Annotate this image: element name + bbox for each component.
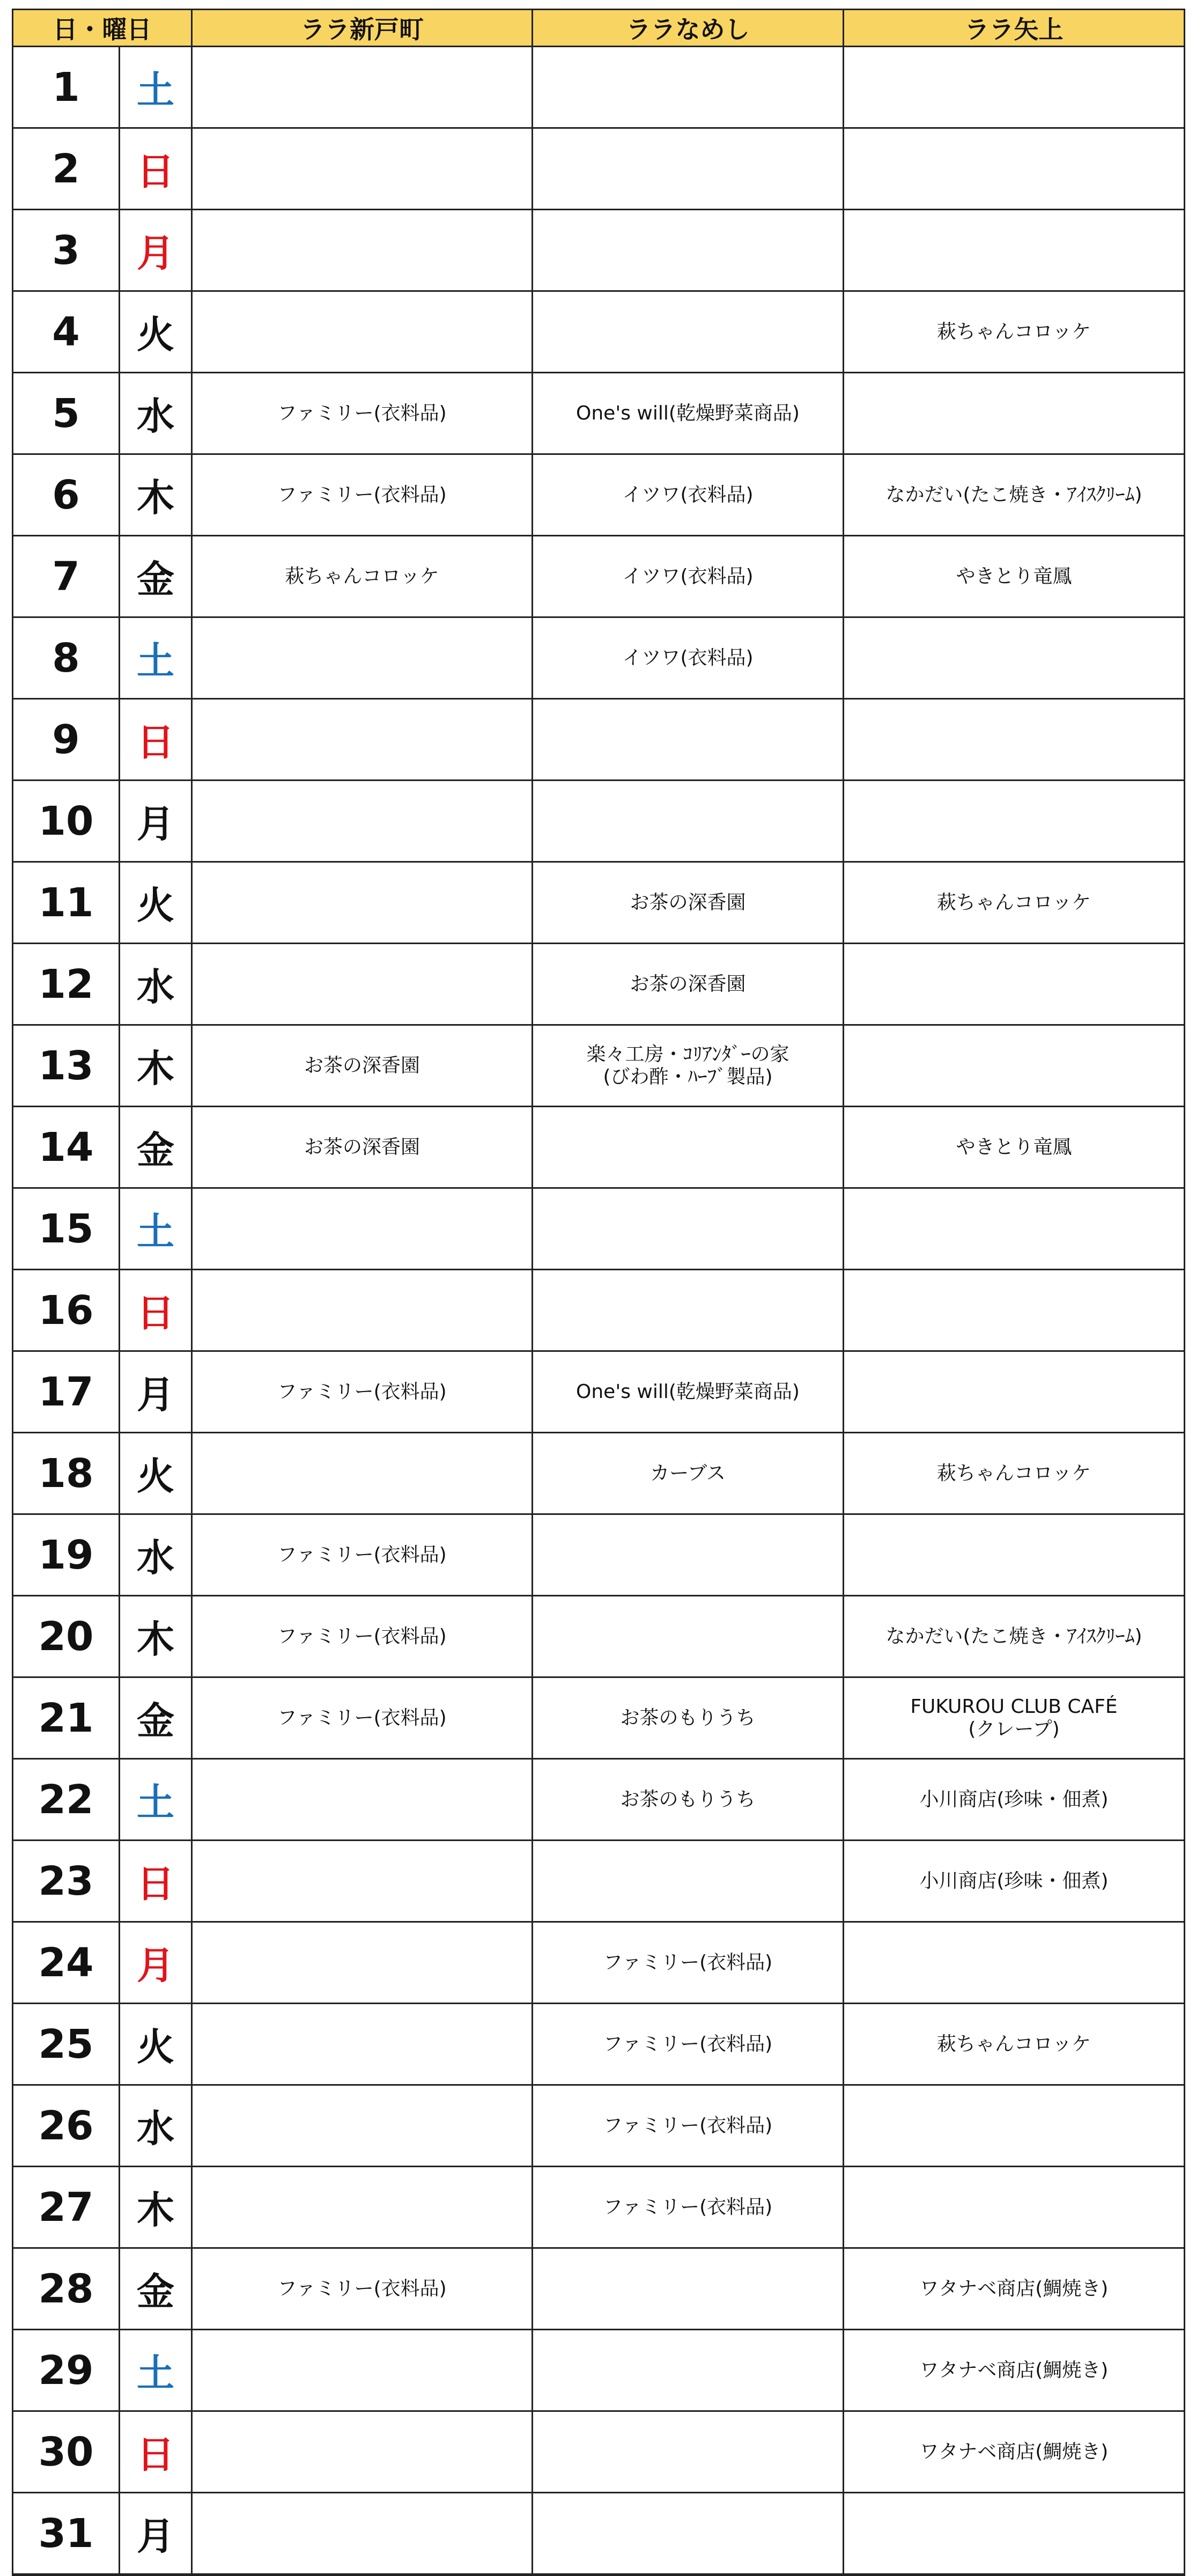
- table-row: [13, 2167, 1185, 2248]
- vendor-nameshi: お茶のもりうち: [533, 1759, 844, 1841]
- vendor-shintomachi: ファミリー(衣料品): [192, 1514, 533, 1596]
- vendor-shintomachi: ファミリー(衣料品): [192, 373, 533, 454]
- day-number: 12: [13, 944, 120, 1025]
- weekday: 火: [120, 1433, 192, 1514]
- vendor-shintomachi: [192, 128, 533, 210]
- table-row: [13, 2085, 1185, 2167]
- table-row: [13, 862, 1185, 944]
- vendor-nameshi: ファミリー(衣料品): [533, 2085, 844, 2167]
- vendor-shintomachi: ファミリー(衣料品): [192, 454, 533, 536]
- weekday: 土: [120, 617, 192, 699]
- table-row: [13, 2411, 1185, 2493]
- vendor-yagami: 小川商店(珍味・佃煮): [844, 1759, 1185, 1841]
- vendor-shintomachi: [192, 1841, 533, 1922]
- vendor-nameshi: お茶の深香園: [533, 944, 844, 1025]
- table-row: [13, 2004, 1185, 2085]
- table-row: [13, 128, 1185, 210]
- weekday: 火: [120, 862, 192, 944]
- table-row: [13, 1677, 1185, 1759]
- vendor-yagami: [844, 699, 1185, 781]
- vendor-shintomachi: ファミリー(衣料品): [192, 1677, 533, 1759]
- vendor-nameshi: [533, 128, 844, 210]
- table-row: [13, 1759, 1185, 1841]
- day-number: 22: [13, 1759, 120, 1841]
- day-number: 30: [13, 2411, 120, 2493]
- table-row: [13, 2330, 1185, 2411]
- day-number: 28: [13, 2248, 120, 2330]
- vendor-nameshi: ファミリー(衣料品): [533, 2004, 844, 2085]
- vendor-yagami: [844, 1514, 1185, 1596]
- vendor-shintomachi: [192, 2085, 533, 2167]
- vendor-shintomachi: [192, 210, 533, 291]
- vendor-yagami: やきとり竜鳳: [844, 536, 1185, 617]
- vendor-shintomachi: [192, 862, 533, 944]
- vendor-yagami: 萩ちゃんコロッケ: [844, 862, 1185, 944]
- vendor-nameshi: [533, 1514, 844, 1596]
- vendor-yagami: [844, 47, 1185, 128]
- day-number: 10: [13, 781, 120, 862]
- vendor-yagami: [844, 781, 1185, 862]
- day-number: 14: [13, 1107, 120, 1188]
- table-row: [13, 781, 1185, 862]
- vendor-shintomachi: ファミリー(衣料品): [192, 2248, 533, 2330]
- weekday: 月: [120, 781, 192, 862]
- weekday: 金: [120, 2248, 192, 2330]
- vendor-shintomachi: [192, 2330, 533, 2411]
- vendor-nameshi: [533, 210, 844, 291]
- day-number: 29: [13, 2330, 120, 2411]
- day-number: 19: [13, 1514, 120, 1596]
- vendor-shintomachi: [192, 944, 533, 1025]
- day-number: 9: [13, 699, 120, 781]
- weekday: 土: [120, 47, 192, 128]
- day-number: 25: [13, 2004, 120, 2085]
- vendor-shintomachi: [192, 1922, 533, 2004]
- vendor-shintomachi: ファミリー(衣料品): [192, 1351, 533, 1433]
- weekday: 水: [120, 2085, 192, 2167]
- table-row: [13, 373, 1185, 454]
- weekday: 土: [120, 1188, 192, 1270]
- vendor-yagami: [844, 1188, 1185, 1270]
- table-row: [13, 617, 1185, 699]
- weekday: 月: [120, 210, 192, 291]
- header-day-weekday: 日・曜日: [13, 10, 192, 47]
- vendor-nameshi: お茶の深香園: [533, 862, 844, 944]
- vendor-nameshi: カーブス: [533, 1433, 844, 1514]
- vendor-nameshi: [533, 781, 844, 862]
- vendor-nameshi: One's will(乾燥野菜商品): [533, 373, 844, 454]
- vendor-shintomachi: [192, 617, 533, 699]
- vendor-nameshi: [533, 2248, 844, 2330]
- day-number: 27: [13, 2167, 120, 2248]
- vendor-nameshi: One's will(乾燥野菜商品): [533, 1351, 844, 1433]
- header-store-shintomachi: ララ新戸町: [192, 10, 533, 47]
- table-row: [13, 699, 1185, 781]
- vendor-shintomachi: [192, 2167, 533, 2248]
- day-number: 21: [13, 1677, 120, 1759]
- vendor-shintomachi: [192, 47, 533, 128]
- vendor-shintomachi: [192, 1759, 533, 1841]
- table-row: [13, 2248, 1185, 2330]
- weekday: 日: [120, 1270, 192, 1351]
- vendor-nameshi: [533, 699, 844, 781]
- vendor-yagami: 萩ちゃんコロッケ: [844, 1433, 1185, 1514]
- vendor-shintomachi: お茶の深香園: [192, 1025, 533, 1107]
- vendor-shintomachi: [192, 2493, 533, 2575]
- weekday: 水: [120, 1514, 192, 1596]
- vendor-yagami: [844, 210, 1185, 291]
- day-number: 18: [13, 1433, 120, 1514]
- table-row: [13, 1841, 1185, 1922]
- vendor-nameshi: イツワ(衣料品): [533, 536, 844, 617]
- table-row: [13, 1025, 1185, 1107]
- vendor-yagami: やきとり竜鳳: [844, 1107, 1185, 1188]
- day-number: 11: [13, 862, 120, 944]
- vendor-yagami: なかだい(たこ焼き・ｱｲｽｸﾘｰﾑ): [844, 454, 1185, 536]
- vendor-yagami: [844, 1351, 1185, 1433]
- table-row: [13, 1188, 1185, 1270]
- table-row: [13, 47, 1185, 128]
- weekday: 日: [120, 1841, 192, 1922]
- day-number: 6: [13, 454, 120, 536]
- vendor-nameshi: 楽々工房・ｺﾘｱﾝﾀﾞｰの家 (びわ酢・ﾊｰﾌﾞ製品): [533, 1025, 844, 1107]
- vendor-yagami: [844, 944, 1185, 1025]
- table-row: [13, 1107, 1185, 1188]
- weekday: 土: [120, 2330, 192, 2411]
- vendor-yagami: 小川商店(珍味・佃煮): [844, 1841, 1185, 1922]
- vendor-yagami: [844, 2085, 1185, 2167]
- vendor-yagami: [844, 2167, 1185, 2248]
- vendor-yagami: [844, 617, 1185, 699]
- vendor-shintomachi: ファミリー(衣料品): [192, 1596, 533, 1677]
- vendor-shintomachi: [192, 2004, 533, 2085]
- weekday: 火: [120, 291, 192, 373]
- header-store-yagami: ララ矢上: [844, 10, 1185, 47]
- day-number: 24: [13, 1922, 120, 2004]
- vendor-shintomachi: 萩ちゃんコロッケ: [192, 536, 533, 617]
- vendor-yagami: [844, 1270, 1185, 1351]
- table-row: [13, 1596, 1185, 1677]
- day-number: 23: [13, 1841, 120, 1922]
- weekday: 水: [120, 373, 192, 454]
- vendor-nameshi: イツワ(衣料品): [533, 454, 844, 536]
- weekday: 木: [120, 1025, 192, 1107]
- day-number: 31: [13, 2493, 120, 2575]
- table-row: [13, 1433, 1185, 1514]
- vendor-shintomachi: [192, 1433, 533, 1514]
- day-number: 15: [13, 1188, 120, 1270]
- vendor-nameshi: [533, 2493, 844, 2575]
- vendor-nameshi: [533, 291, 844, 373]
- day-number: 5: [13, 373, 120, 454]
- vendor-yagami: [844, 1025, 1185, 1107]
- table-row: [13, 2493, 1185, 2575]
- day-number: 7: [13, 536, 120, 617]
- table-row: [13, 1922, 1185, 2004]
- vendor-yagami: [844, 1922, 1185, 2004]
- vendor-nameshi: [533, 1188, 844, 1270]
- weekday: 木: [120, 454, 192, 536]
- vendor-yagami: [844, 128, 1185, 210]
- vendor-yagami: ワタナベ商店(鯛焼き): [844, 2330, 1185, 2411]
- vendor-shintomachi: [192, 1188, 533, 1270]
- vendor-yagami: ワタナベ商店(鯛焼き): [844, 2411, 1185, 2493]
- weekday: 日: [120, 699, 192, 781]
- vendor-yagami: ワタナベ商店(鯛焼き): [844, 2248, 1185, 2330]
- table-row: [13, 210, 1185, 291]
- weekday: 金: [120, 1107, 192, 1188]
- header-store-nameshi: ララなめし: [533, 10, 844, 47]
- weekday: 月: [120, 2493, 192, 2575]
- day-number: 20: [13, 1596, 120, 1677]
- header-row: [13, 10, 1185, 47]
- schedule-table: [12, 9, 1185, 2576]
- day-number: 13: [13, 1025, 120, 1107]
- weekday: 日: [120, 2411, 192, 2493]
- day-number: 3: [13, 210, 120, 291]
- vendor-yagami: [844, 373, 1185, 454]
- vendor-nameshi: [533, 1270, 844, 1351]
- vendor-shintomachi: [192, 2411, 533, 2493]
- weekday: 月: [120, 1351, 192, 1433]
- day-number: 26: [13, 2085, 120, 2167]
- vendor-shintomachi: [192, 1270, 533, 1351]
- table-row: [13, 536, 1185, 617]
- day-number: 2: [13, 128, 120, 210]
- weekday: 火: [120, 2004, 192, 2085]
- day-number: 17: [13, 1351, 120, 1433]
- weekday: 月: [120, 1922, 192, 2004]
- vendor-nameshi: [533, 1107, 844, 1188]
- table-row: [13, 291, 1185, 373]
- table-row: [13, 454, 1185, 536]
- vendor-nameshi: [533, 1596, 844, 1677]
- vendor-yagami: 萩ちゃんコロッケ: [844, 291, 1185, 373]
- weekday: 金: [120, 1677, 192, 1759]
- vendor-shintomachi: [192, 781, 533, 862]
- day-number: 1: [13, 47, 120, 128]
- vendor-nameshi: ファミリー(衣料品): [533, 1922, 844, 2004]
- vendor-nameshi: イツワ(衣料品): [533, 617, 844, 699]
- day-number: 8: [13, 617, 120, 699]
- weekday: 木: [120, 2167, 192, 2248]
- vendor-yagami: 萩ちゃんコロッケ: [844, 2004, 1185, 2085]
- vendor-shintomachi: [192, 699, 533, 781]
- vendor-yagami: なかだい(たこ焼き・ｱｲｽｸﾘｰﾑ): [844, 1596, 1185, 1677]
- vendor-yagami: FUKUROU CLUB CAFÉ (クレープ): [844, 1677, 1185, 1759]
- vendor-yagami: [844, 2493, 1185, 2575]
- table-row: [13, 1351, 1185, 1433]
- vendor-nameshi: お茶のもりうち: [533, 1677, 844, 1759]
- vendor-shintomachi: [192, 291, 533, 373]
- weekday: 土: [120, 1759, 192, 1841]
- vendor-nameshi: ファミリー(衣料品): [533, 2167, 844, 2248]
- vendor-nameshi: [533, 2411, 844, 2493]
- weekday: 日: [120, 128, 192, 210]
- table-row: [13, 1270, 1185, 1351]
- vendor-shintomachi: お茶の深香園: [192, 1107, 533, 1188]
- weekday: 金: [120, 536, 192, 617]
- table-row: [13, 944, 1185, 1025]
- day-number: 16: [13, 1270, 120, 1351]
- weekday: 水: [120, 944, 192, 1025]
- vendor-nameshi: [533, 47, 844, 128]
- vendor-nameshi: [533, 1841, 844, 1922]
- weekday: 木: [120, 1596, 192, 1677]
- day-number: 4: [13, 291, 120, 373]
- table-row: [13, 1514, 1185, 1596]
- vendor-nameshi: [533, 2330, 844, 2411]
